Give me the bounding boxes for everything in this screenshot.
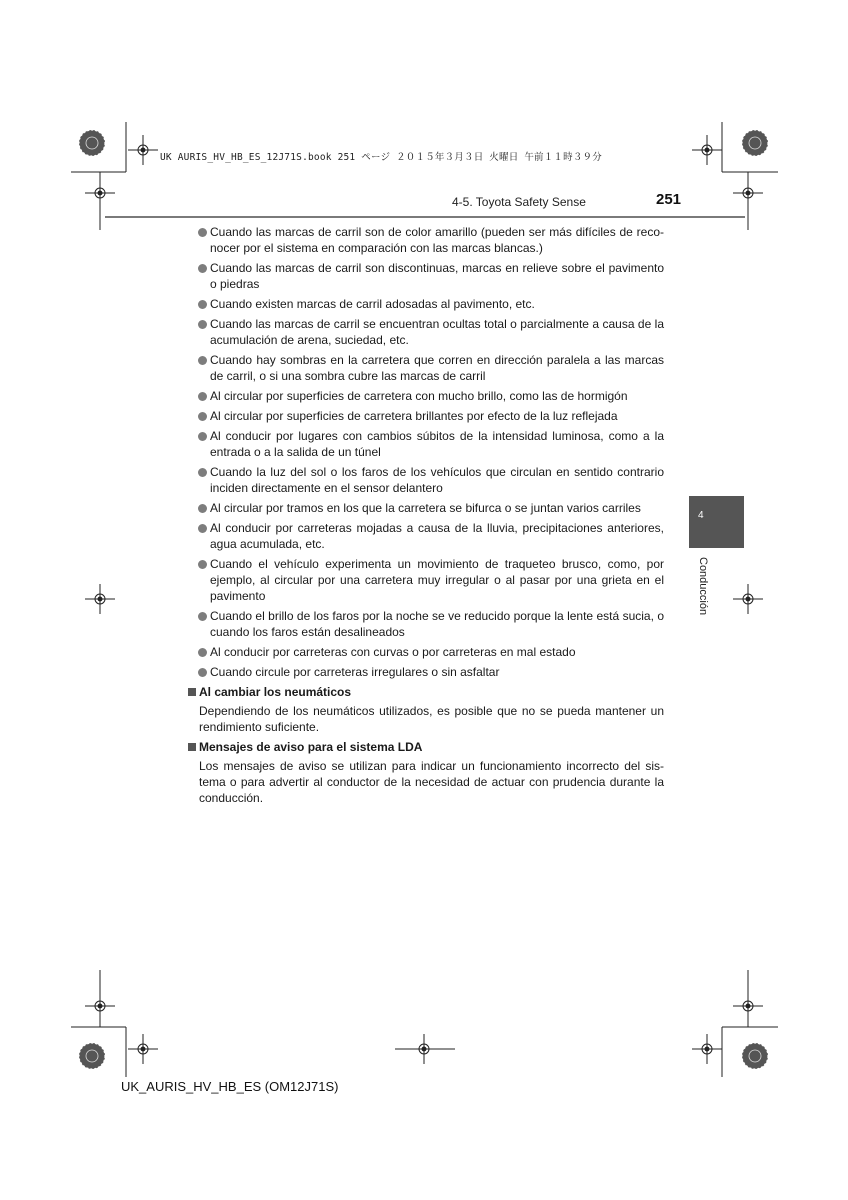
bullet-dot-icon	[198, 560, 207, 569]
bullet-dot-icon	[198, 432, 207, 441]
section-text-lda-warnings: Los mensajes de aviso se utilizan para indicar un funcionamiento incorrecto del sistema o para advertir al conductor de la necesidad de actuar con prudencia durante la conducción.	[199, 759, 664, 805]
bullet-dot-icon	[198, 392, 207, 401]
chapter-tab	[689, 496, 744, 548]
bullet-item: Cuando las marcas de carril son de color amarillo (pueden ser más difíciles de reconocer por el sistema en comparación con las marcas blancas.)	[188, 224, 664, 256]
bullet-dot-icon	[198, 468, 207, 477]
bullet-item: Cuando las marcas de carril son discontinuas, marcas en relieve sobre el pavimento o piedras	[188, 260, 664, 292]
bullet-item: Al conducir por lugares con cambios súbitos de la intensidad luminosa, como a la entrada o a la salida de un túnel	[188, 428, 664, 460]
bullet-dot-icon	[198, 356, 207, 365]
bullet-dot-icon	[198, 612, 207, 621]
bullet-item: Cuando la luz del sol o los faros de los vehículos que circulan en sentido contrario inciden directamente en el sensor delantero	[188, 464, 664, 496]
bullet-dot-icon	[198, 668, 207, 677]
bullet-item: Al circular por superficies de carretera con mucho brillo, como las de hormigón	[188, 388, 664, 404]
bullet-item: Al circular por tramos en los que la carretera se bifurca o se juntan varios carriles	[188, 500, 664, 516]
bullet-item: Cuando las marcas de carril se encuentran ocultas total o parcialmente a causa de la acumulación de arena, suciedad, etc.	[188, 316, 664, 348]
bullet-item: Cuando hay sombras en la carretera que corren en dirección paralela a las marcas de carril, o si una sombra cubre las marcas de carril	[188, 352, 664, 384]
bullet-dot-icon	[198, 300, 207, 309]
bullet-item: Cuando existen marcas de carril adosadas al pavimento, etc.	[188, 296, 664, 312]
section-heading-tires: Al cambiar los neumáticos	[188, 684, 664, 700]
footer-document-code: UK_AURIS_HV_HB_ES (OM12J71S)	[121, 1079, 339, 1094]
section-title: 4-5. Toyota Safety Sense	[452, 195, 586, 209]
header-rule	[105, 216, 745, 218]
chapter-label: Conducción	[697, 557, 709, 616]
print-info-line: UK AURIS_HV_HB_ES_12J71S.book 251 ページ ２０１５年３月３日 火曜日 午前１１時３９分	[160, 152, 602, 163]
bullet-dot-icon	[198, 412, 207, 421]
bullet-item: Al conducir por carreteras mojadas a causa de la lluvia, precipitaciones anteriores, agua acumulada, etc.	[188, 520, 664, 552]
bullet-dot-icon	[198, 504, 207, 513]
bullet-dot-icon	[198, 264, 207, 273]
bullet-item: Cuando circule por carreteras irregulares o sin asfaltar	[188, 664, 664, 680]
square-bullet-icon	[188, 688, 196, 696]
section-heading-lda-warnings: Mensajes de aviso para el sistema LDA	[188, 739, 664, 755]
bullet-item: Cuando el vehículo experimenta un movimiento de traqueteo brusco, como, por ejemplo, al circular por una carretera muy irregular o al pasar por una grieta en el pavimento	[188, 556, 664, 604]
bullet-item: Cuando el brillo de los faros por la noche se ve reducido porque la lente está sucia, o cuando los faros están desalineados	[188, 608, 664, 640]
square-bullet-icon	[188, 743, 196, 751]
bullet-dot-icon	[198, 648, 207, 657]
bullet-dot-icon	[198, 320, 207, 329]
bullet-dot-icon	[198, 524, 207, 533]
page-content	[188, 224, 664, 810]
bullet-dot-icon	[198, 228, 207, 237]
bullet-item: Al circular por superficies de carretera brillantes por efecto de la luz reflejada	[188, 408, 664, 424]
section-text-tires: Dependiendo de los neumáticos utilizados, es posible que no se pueda mantener un rendimiento suficiente.	[199, 704, 664, 734]
bullet-item: Al conducir por carreteras con curvas o por carreteras en mal estado	[188, 644, 664, 660]
page-number: 251	[656, 191, 682, 208]
chapter-number: 4	[698, 510, 704, 521]
